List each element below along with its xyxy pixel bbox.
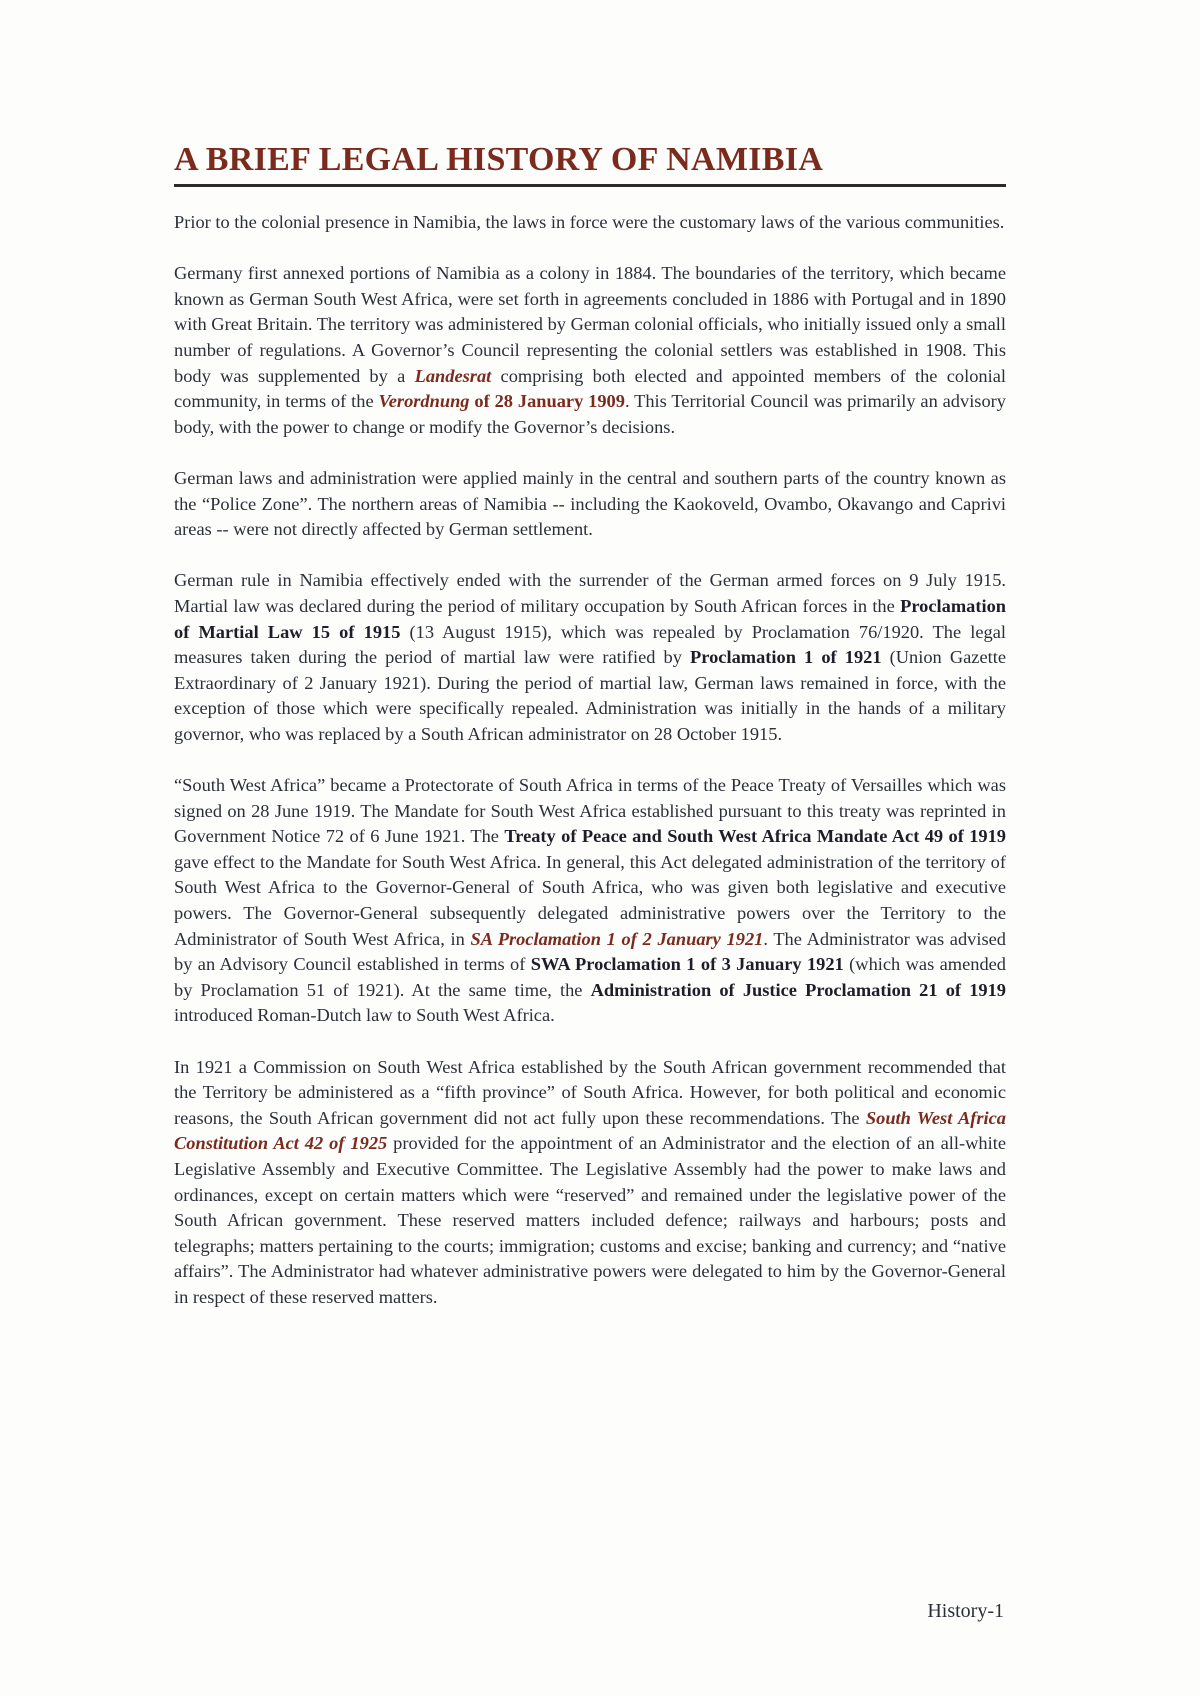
text-segment: Treaty of Peace and South West Africa Mandate Act 49 of 1919 (504, 826, 1006, 847)
title-underline-rule (174, 184, 1006, 187)
text-segment: Administration of Justice Proclamation 21 of 1919 (590, 979, 1006, 1000)
paragraph (174, 568, 1006, 747)
text-segment: Germany first annexed portions of Namibia as a colony in 1884. The boundaries of the territory, which became known as German South West Africa, were set forth in agreements concluded in 1886 with Portugal and in 1890 with Great Britain. The territory was administered by German colonial officials, who initially issued only a small number of regulations. A Governor’s Council representing the colonial settlers was established in 1908. This body was supplemented by a (174, 263, 1006, 386)
text-segment: (13 August 1915), which was repealed by Proclamation 76/1920. The legal measures taken during the period of martial law were ratified by (174, 621, 1007, 668)
text-segment: (which was amended by Proclamation 51 of 1921). At the same time, the (174, 954, 1006, 1000)
text-segment: of 28 January 1909 (469, 391, 625, 412)
text-segment: comprising both elected and appointed members of the colonial community, in terms of the (174, 365, 1006, 412)
page-number-footer: History-1 (927, 1600, 1004, 1622)
text-segment: gave effect to the Mandate for South West Africa. In general, this Act delegated administration of the territory of South West Africa to the Governor-General of South Africa, who was given both legislative and executive powers. The Governor-General subsequently delegated administrative powers over the Territory to the Administrator of South West Africa, in (174, 851, 1006, 949)
text-segment: SA Proclamation 1 of 2 January 1921 (470, 928, 764, 949)
text-segment: Prior to the colonial presence in Namibia, the laws in force were the customary laws of the various communities. (174, 212, 1005, 232)
paragraph (174, 1055, 1006, 1311)
text-segment: Proclamation 1 of 1921 (690, 647, 882, 668)
text-segment: . This Territorial Council was primarily an advisory body, with the power to change or modify the Governor’s decisions. (174, 391, 1006, 437)
paragraph (174, 261, 1006, 440)
paragraph (174, 466, 1006, 543)
text-segment: Proclamation of Martial Law 15 of 1915 (174, 595, 1006, 642)
document-body (174, 210, 1006, 1336)
text-segment: German laws and administration were applied mainly in the central and southern parts of the country known as the “Police Zone”. The northern areas of Namibia -- including the Kaokoveld, Ovambo, Okavango and Caprivi areas -- were not directly affected by German settlement. (174, 467, 1006, 540)
paragraph (174, 773, 1006, 1029)
text-segment: SWA Proclamation 1 of 3 January 1921 (530, 954, 844, 975)
paragraph (174, 210, 1006, 236)
text-segment: In 1921 a Commission on South West Africa established by the South African government recommended that the Territory be administered as a “fifth province” of South Africa. However, for both political and economic reasons, the South African government did not act fully upon these recommendations. The (174, 1056, 1006, 1128)
page-title: A BRIEF LEGAL HISTORY OF NAMIBIA (174, 141, 824, 178)
text-segment: introduced Roman-Dutch law to South West Africa. (174, 1005, 555, 1026)
text-segment: “South West Africa” became a Protectorate of South Africa in terms of the Peace Treaty of Versailles which was signed on 28 June 1919. The Mandate for South West Africa established pursuant to this treaty was reprinted in Government Notice 72 of 6 June 1921. The (174, 775, 1006, 847)
text-segment: Landesrat (414, 365, 492, 386)
text-segment: South West Africa Constitution Act 42 of 1925 (174, 1107, 1006, 1154)
text-segment: (Union Gazette Extraordinary of 2 January 1921). During the period of martial law, German laws remained in force, with the exception of those which were specifically repealed. Administration was initially in the hands of a military governor, who was replaced by a South African administrator on 28 October 1915. (174, 647, 1007, 744)
text-segment: German rule in Namibia effectively ended with the surrender of the German armed forces on 9 July 1915. Martial law was declared during the period of military occupation by South African forces in the (174, 570, 1006, 616)
text-segment: Verordnung (378, 391, 470, 412)
text-segment: provided for the appointment of an Administrator and the election of an all-white Legislative Assembly and Executive Committee. The Legislative Assembly had the power to make laws and ordinances, except on certain matters which were “reserved” and remained under the legislative power of the South African government. These reserved matters included defence; railways and harbours; posts and telegraphs; matters pertaining to the courts; immigration; customs and excise; banking and currency; and “native affairs”. The Administrator had whatever administrative powers were delegated to him by the Governor-General in respect of these reserved matters. (174, 1133, 1006, 1307)
text-segment: . The Administrator was advised by an Advisory Council established in terms of (174, 928, 1006, 975)
